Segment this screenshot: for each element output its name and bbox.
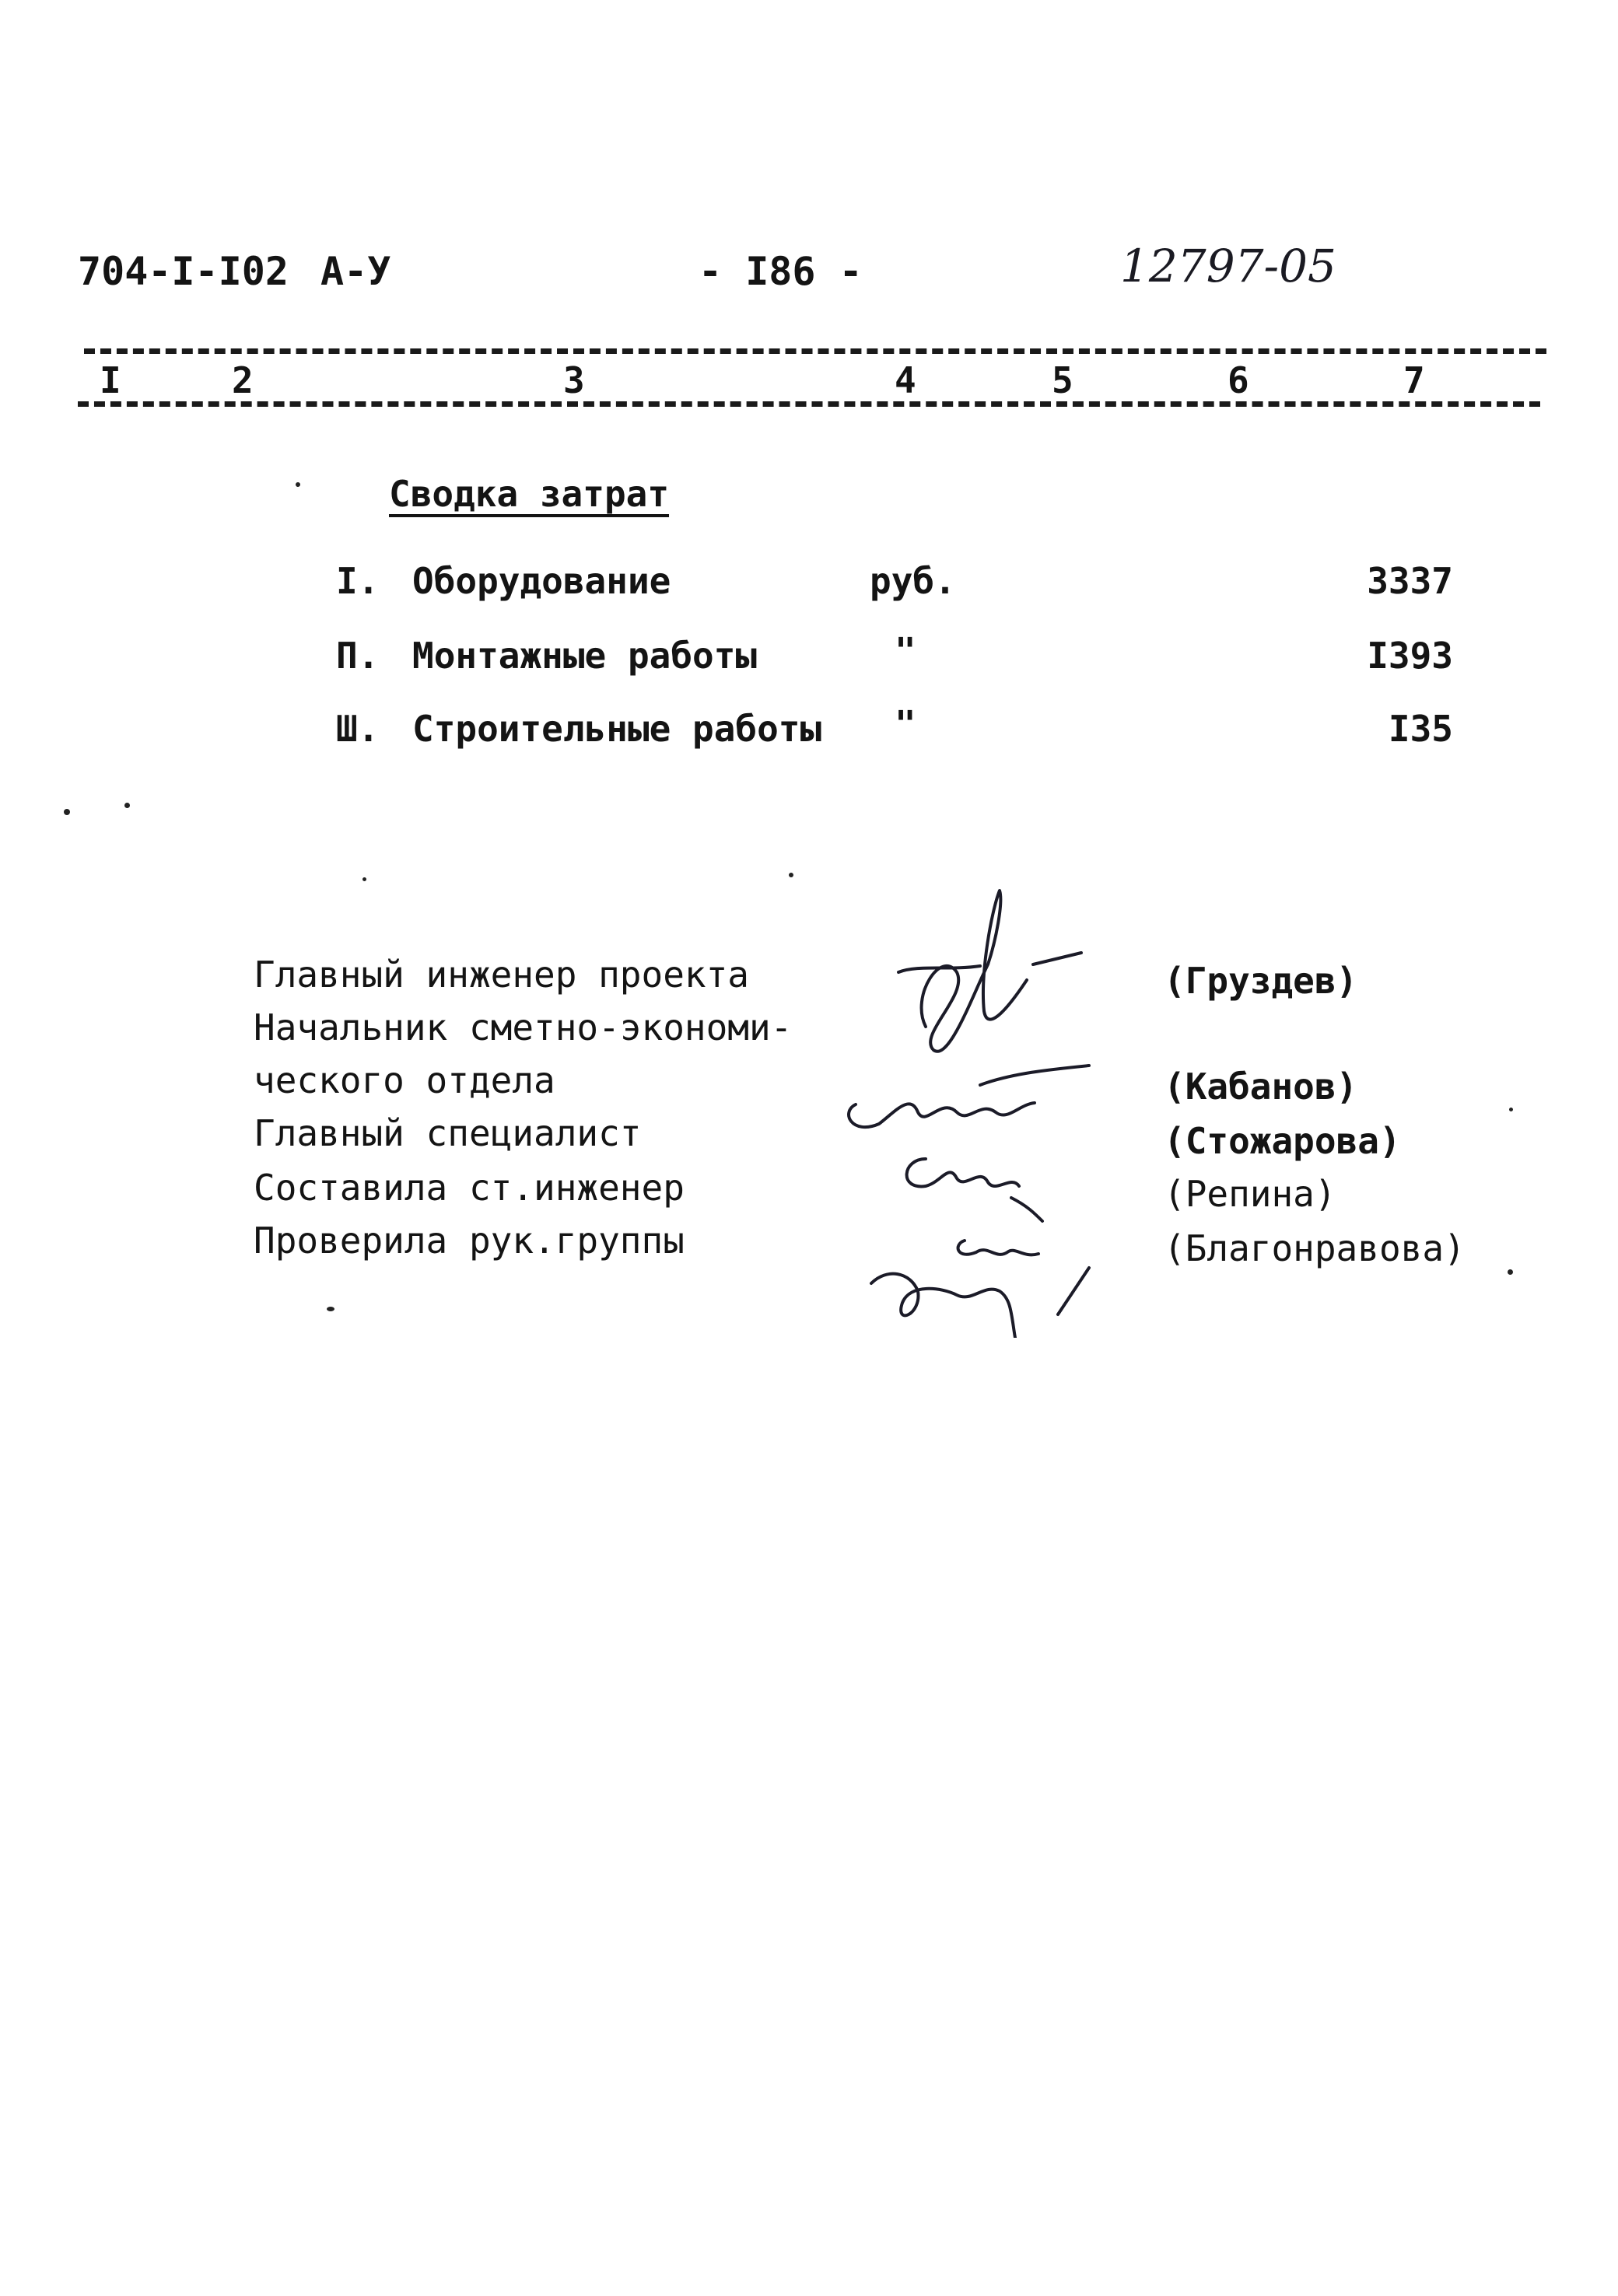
row-numeral: П. [336, 635, 380, 677]
signatory-name: (Благонравова) [1164, 1227, 1466, 1269]
signatory-role: Главный специалист [254, 1112, 642, 1154]
handwritten-reference: 12797-05 [1120, 240, 1336, 292]
scan-speck [362, 877, 366, 881]
signature-stroke [1011, 1198, 1042, 1221]
signature-stroke [922, 891, 1027, 1052]
summary-title: Сводка затрат [389, 473, 670, 515]
column-number-6: 6 [1228, 359, 1249, 401]
row-unit: " [895, 703, 916, 745]
column-number-1: I [100, 359, 121, 401]
handwritten-signatures [825, 879, 1136, 1338]
column-number-2: 2 [232, 359, 254, 401]
signature-stroke [849, 1103, 1035, 1127]
album-code: А-У [320, 249, 391, 294]
row-label: Строительные работы [412, 708, 822, 750]
row-unit: " [895, 630, 916, 672]
row-numeral: I. [336, 560, 380, 602]
signature-stroke [1033, 953, 1081, 964]
signatory-name: (Стожарова) [1164, 1120, 1401, 1162]
column-number-5: 5 [1052, 359, 1073, 401]
row-value: 3337 [1367, 560, 1453, 602]
scan-speck [296, 482, 300, 487]
row-value: I393 [1367, 635, 1453, 677]
page-number: - I86 - [699, 249, 863, 294]
signatory-name: (Груздев) [1164, 960, 1358, 1002]
scan-speck [327, 1307, 334, 1311]
row-numeral: Ш. [336, 708, 380, 750]
signatory-name: (Кабанов) [1164, 1066, 1358, 1108]
row-value: I35 [1388, 708, 1453, 750]
signatory-name: (Репина) [1164, 1173, 1336, 1215]
scan-speck [1508, 1269, 1513, 1275]
scan-speck [789, 873, 793, 877]
row-unit: руб. [870, 560, 956, 602]
row-label: Монтажные работы [412, 635, 758, 677]
scan-speck [1509, 1108, 1513, 1111]
signatory-role: Составила ст.инженер [254, 1167, 685, 1209]
top-dashed-rule [84, 348, 1546, 354]
signatory-role: Главный инженер проекта [254, 954, 749, 996]
signatory-role: Начальник сметно-экономи- [254, 1006, 793, 1048]
signatory-role: ческого отдела [254, 1059, 555, 1101]
document-code: 704-I-I02 [78, 249, 289, 294]
scan-speck [124, 803, 130, 808]
scan-speck [64, 809, 70, 815]
bottom-dashed-rule [78, 401, 1540, 407]
signature-stroke [980, 1066, 1089, 1085]
signature-stroke [871, 1274, 1015, 1338]
signatory-role: Проверила рук.группы [254, 1220, 685, 1262]
row-label: Оборудование [412, 560, 671, 602]
column-number-4: 4 [895, 359, 916, 401]
column-number-7: 7 [1403, 359, 1425, 401]
signature-stroke [958, 1241, 1038, 1255]
signature-stroke [1058, 1268, 1089, 1314]
signature-stroke [907, 1159, 1019, 1186]
signature-stroke [898, 966, 980, 972]
column-number-3: 3 [563, 359, 585, 401]
